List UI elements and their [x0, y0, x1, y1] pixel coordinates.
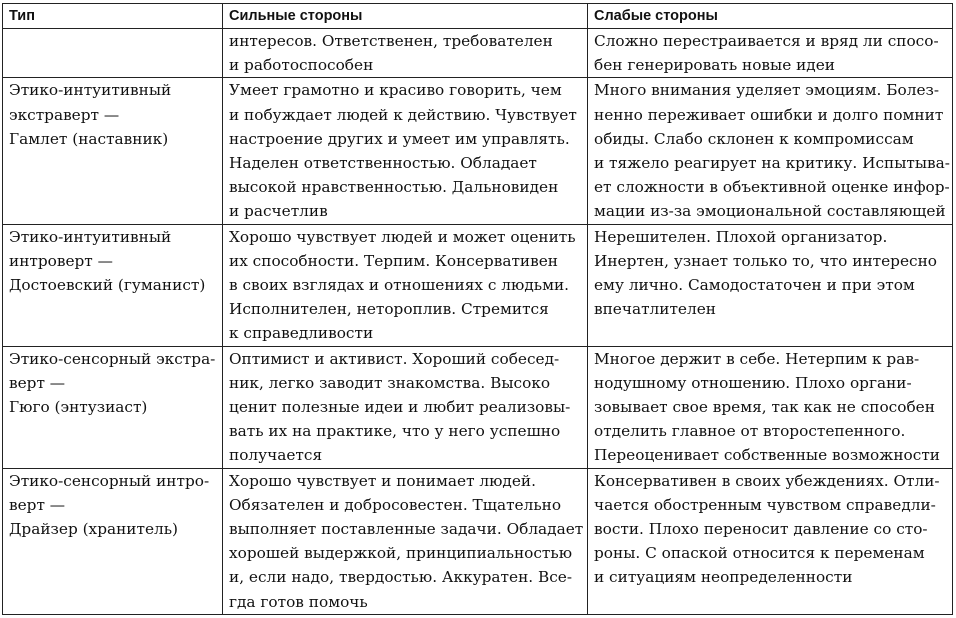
table-row	[3, 468, 953, 614]
text-line: роны. С опаской относится к переменам	[594, 544, 925, 563]
text-line: интересов. Ответственен, требователен	[229, 32, 553, 50]
strengths-cell	[223, 224, 588, 346]
text-line: Консервативен в своих убеждениях. Отли-	[594, 471, 940, 490]
header-type: Тип	[3, 4, 223, 29]
text-line: Умеет грамотно и красиво говорить, чем	[229, 81, 562, 100]
text-line: Многое держит в себе. Нетерпим к рав-	[594, 349, 920, 368]
text-line: Обязателен и добросовестен. Тщательно	[229, 495, 562, 514]
text-line: получается	[229, 446, 323, 465]
header-strengths: Сильные стороны	[223, 4, 588, 29]
text-line: верт —	[9, 495, 66, 514]
text-line: экстраверт —	[9, 105, 120, 124]
text-line: Много внимания уделяет эмоциям. Болез-	[594, 81, 940, 100]
text-line: интроверт —	[9, 251, 113, 270]
text-line: мации из-за эмоциональной составляющей	[594, 202, 946, 221]
strengths-cell	[223, 346, 588, 468]
table-body	[3, 29, 953, 615]
text-line: впечатлителен	[594, 300, 716, 319]
text-line: Этико-сенсорный интро-	[9, 471, 210, 490]
table-row	[3, 224, 953, 346]
text-line: ему лично. Самодостаточен и при этом	[594, 276, 915, 295]
type-cell	[3, 468, 223, 614]
weaknesses-cell	[588, 468, 953, 614]
text-line: и ситуациям неопределенности	[594, 568, 853, 587]
text-line: чается обостренным чувством справедли-	[594, 495, 936, 514]
text-line: настроение других и умеет им управлять.	[229, 129, 570, 148]
text-line: и расчетлив	[229, 202, 328, 221]
header-row	[3, 4, 953, 29]
text-line: хорошей выдержкой, принципиальностью	[229, 544, 573, 563]
text-line: ненно переживает ошибки и долго помнит	[594, 105, 944, 124]
text-line: вости. Плохо переносит давление со сто-	[594, 520, 928, 539]
text-line: и работоспособен	[229, 56, 374, 75]
text-line: Этико-сенсорный экстра-	[9, 349, 216, 368]
text-line: бен генерировать новые идеи	[594, 56, 835, 75]
weaknesses-cell	[588, 29, 953, 78]
text-line: Этико-интуитивный	[9, 81, 172, 100]
weaknesses-cell	[588, 224, 953, 346]
text-line: Драйзер (хранитель)	[9, 520, 179, 539]
strengths-cell	[223, 468, 588, 614]
text-line: Нерешителен. Плохой организатор.	[594, 227, 888, 246]
type-cell	[3, 224, 223, 346]
text-line: вать их на практике, что у него успешно	[229, 422, 561, 441]
text-line: их способности. Терпим. Консервативен	[229, 251, 558, 270]
text-line: Наделен ответственностью. Обладает	[229, 154, 537, 173]
text-line: отделить главное от второстепенного.	[594, 422, 906, 441]
strengths-cell	[223, 78, 588, 224]
text-line: обиды. Слабо склонен к компромиссам	[594, 129, 914, 148]
text-line: и, если надо, твердостью. Аккуратен. Все-	[229, 568, 573, 587]
text-line: высокой нравственностью. Дальновиден	[229, 178, 559, 197]
type-cell	[3, 346, 223, 468]
text-line: Исполнителен, нетороплив. Стремится	[229, 300, 549, 319]
text-line: ценит полезные идеи и любит реализовы-	[229, 398, 571, 417]
text-line: в своих взглядах и отношениях с людьми.	[229, 276, 570, 295]
text-line: зовывает свое время, так как не способен	[594, 398, 935, 417]
text-line: Гамлет (наставник)	[9, 129, 169, 148]
text-line: Хорошо чувствует и понимает людей.	[229, 471, 536, 490]
text-line: Гюго (энтузиаст)	[9, 398, 148, 417]
text-line: к справедливости	[229, 324, 374, 343]
text-line: выполняет поставленные задачи. Обладает	[229, 520, 584, 539]
text-line: Этико-интуитивный	[9, 227, 172, 246]
weaknesses-cell	[588, 78, 953, 224]
text-line: Инертен, узнает только то, что интересно	[594, 251, 937, 270]
table-row	[3, 78, 953, 224]
text-line: Сложно перестраивается и вряд ли спосо-	[594, 32, 939, 50]
text-line: Хорошо чувствует людей и может оценить	[229, 227, 576, 246]
weaknesses-cell	[588, 346, 953, 468]
strengths-cell	[223, 29, 588, 78]
table-row	[3, 346, 953, 468]
type-cell	[3, 29, 223, 78]
table-row	[3, 29, 953, 78]
type-cell	[3, 78, 223, 224]
text-line: Достоевский (гуманист)	[9, 276, 206, 295]
text-line: Оптимист и активист. Хороший собесед-	[229, 349, 560, 368]
text-line: ник, легко заводит знакомства. Высоко	[229, 373, 551, 392]
text-line: и побуждает людей к действию. Чувствует	[229, 105, 577, 124]
header-weaknesses: Слабые стороны	[588, 4, 953, 29]
text-line: нодушному отношению. Плохо органи-	[594, 373, 912, 392]
text-line: гда готов помочь	[229, 592, 368, 611]
text-line: Переоценивает собственные возможности	[594, 446, 940, 465]
text-line: верт —	[9, 373, 66, 392]
personality-types-table	[2, 3, 953, 615]
text-line: и тяжело реагирует на критику. Испытыва-	[594, 154, 950, 173]
text-line: ет сложности в объективной оценке инфор-	[594, 178, 950, 197]
